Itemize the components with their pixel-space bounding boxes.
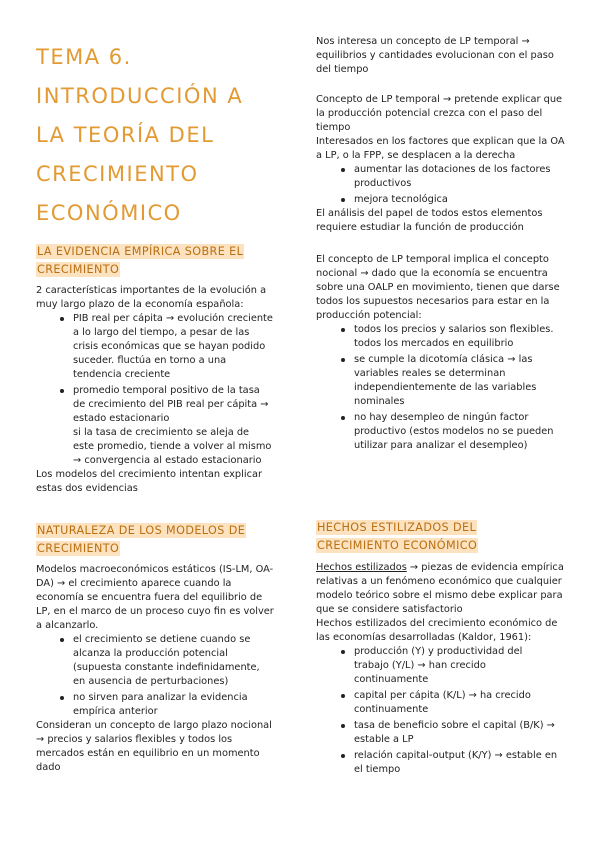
lp-temporal-p1: Nos interesa un concepto de LP temporal → equilibrios y cantidades evolucionan con el paso del tiempo bbox=[316, 36, 554, 75]
section-heading-naturaleza: NATURALEZA DE LOS MODELOS DE CRECIMIENTO bbox=[37, 524, 246, 555]
section-hechos-body bbox=[316, 561, 566, 777]
section-heading-evidencia: LA EVIDENCIA EMPÍRICA SOBRE EL CRECIMIENTO bbox=[37, 245, 244, 276]
list-item: se cumple la dicotomía clásica → las variables reales se determinan independientemente de las variables nominales bbox=[354, 353, 559, 409]
list-item: no sirven para analizar la evidencia empírica anterior bbox=[73, 691, 273, 719]
hechos-list bbox=[354, 645, 559, 777]
hechos-def: → piezas de evidencia empírica relativas a un fenómeno económico que cualquier modelo teórico sobre el mismo debe explicar para que se considere satisfactorio bbox=[316, 562, 564, 615]
nocional-intro: El concepto de LP temporal implica el concepto nocional → dado que la economía se encuentra sobre una OALP en movimiento, tienen que darse todos los supuestos necesarios para estar en la producción potencial: bbox=[316, 254, 560, 321]
hechos-term: Hechos estilizados bbox=[316, 562, 407, 573]
list-item: mejora tecnológica bbox=[354, 193, 564, 207]
naturaleza-intro: Modelos macroeconómicos estáticos (IS-LM, OA-DA) → el crecimiento aparece cuando la economía se encuentra fuera del equilibrio de LP, en el marco de un proceso cuyo fin es volver a alcanzarlo. bbox=[36, 564, 274, 631]
title-line-3: LA TEORÍA DEL bbox=[36, 123, 215, 147]
section-evidencia-body bbox=[36, 284, 273, 496]
hechos-kaldor: Hechos estilizados del crecimiento económico de las economías desarrolladas (Kaldor, 1961): bbox=[316, 618, 558, 643]
list-item: no hay desempleo de ningún factor productivo (estos modelos no se pueden utilizar para analizar el desempleo) bbox=[354, 411, 559, 453]
lp-temporal-p3: Interesados en los factores que explican que la OA a LP, o la FPP, se desplacen a la derecha bbox=[316, 136, 565, 161]
list-item: promedio temporal positivo de la tasa de crecimiento del PIB real per cápita → estado estacionario bbox=[73, 384, 273, 426]
naturaleza-list bbox=[73, 633, 273, 719]
naturaleza-outro: Consideran un concepto de largo plazo nocional → precios y salarios flexibles y todos los mercados están en equilibrio en un momento dado bbox=[36, 720, 272, 773]
hechos-definition bbox=[316, 561, 566, 617]
lp-temporal-p2: Concepto de LP temporal → pretende explicar que la producción potencial crezca con el paso del tiempo bbox=[316, 94, 563, 133]
title-line-4: CRECIMIENTO bbox=[36, 162, 199, 186]
right-block-concepto-nocional bbox=[316, 253, 566, 453]
section-heading-hechos: HECHOS ESTILIZADOS DEL CRECIMIENTO ECONÓMICO bbox=[317, 521, 478, 552]
list-item: tasa de beneficio sobre el capital (B/K) → estable a LP bbox=[354, 719, 559, 747]
list-item: capital per cápita (K/L) → ha crecido continuamente bbox=[354, 689, 559, 717]
list-item: producción (Y) y productividad del trabajo (Y/L) → han crecido continuamente bbox=[354, 645, 559, 687]
evidencia-outro: Los modelos del crecimiento intentan explicar estas dos evidencias bbox=[36, 469, 262, 494]
title-line-1: TEMA 6. bbox=[36, 45, 132, 69]
title-line-5: ECONÓMICO bbox=[36, 201, 182, 225]
right-block-lp-temporal bbox=[316, 35, 566, 235]
list-item: PIB real per cápita → evolución creciente a lo largo del tiempo, a pesar de las crisis económicas que se hayan podido suceder. fluctúa en torno a una tendencia creciente bbox=[73, 313, 273, 380]
title-line-2: INTRODUCCIÓN A bbox=[36, 84, 244, 108]
lp-temporal-list bbox=[354, 163, 564, 207]
list-item: aumentar las dotaciones de los factores productivos bbox=[354, 163, 564, 191]
lp-temporal-p4: El análisis del papel de todos estos elementos requiere estudiar la función de producción bbox=[316, 208, 543, 233]
list-item: todos los precios y salarios son flexibles. todos los mercados en equilibrio bbox=[354, 323, 559, 351]
evidencia-intro: 2 características importantes de la evolución a muy largo plazo de la economía española: bbox=[36, 285, 267, 310]
list-item: relación capital-output (K/Y) → estable en el tiempo bbox=[354, 750, 558, 775]
evidencia-continuation: si la tasa de crecimiento se aleja de este promedio, tiende a volver al mismo → convergencia al estado estacionario bbox=[73, 427, 272, 466]
evidencia-list bbox=[73, 312, 273, 426]
section-naturaleza-body bbox=[36, 563, 276, 775]
page-title bbox=[36, 38, 286, 233]
list-item: el crecimiento se detiene cuando se alcanza la producción potencial (supuesta constante indefinidamente, en ausencia de perturbaciones) bbox=[73, 633, 273, 689]
nocional-list bbox=[354, 323, 559, 453]
